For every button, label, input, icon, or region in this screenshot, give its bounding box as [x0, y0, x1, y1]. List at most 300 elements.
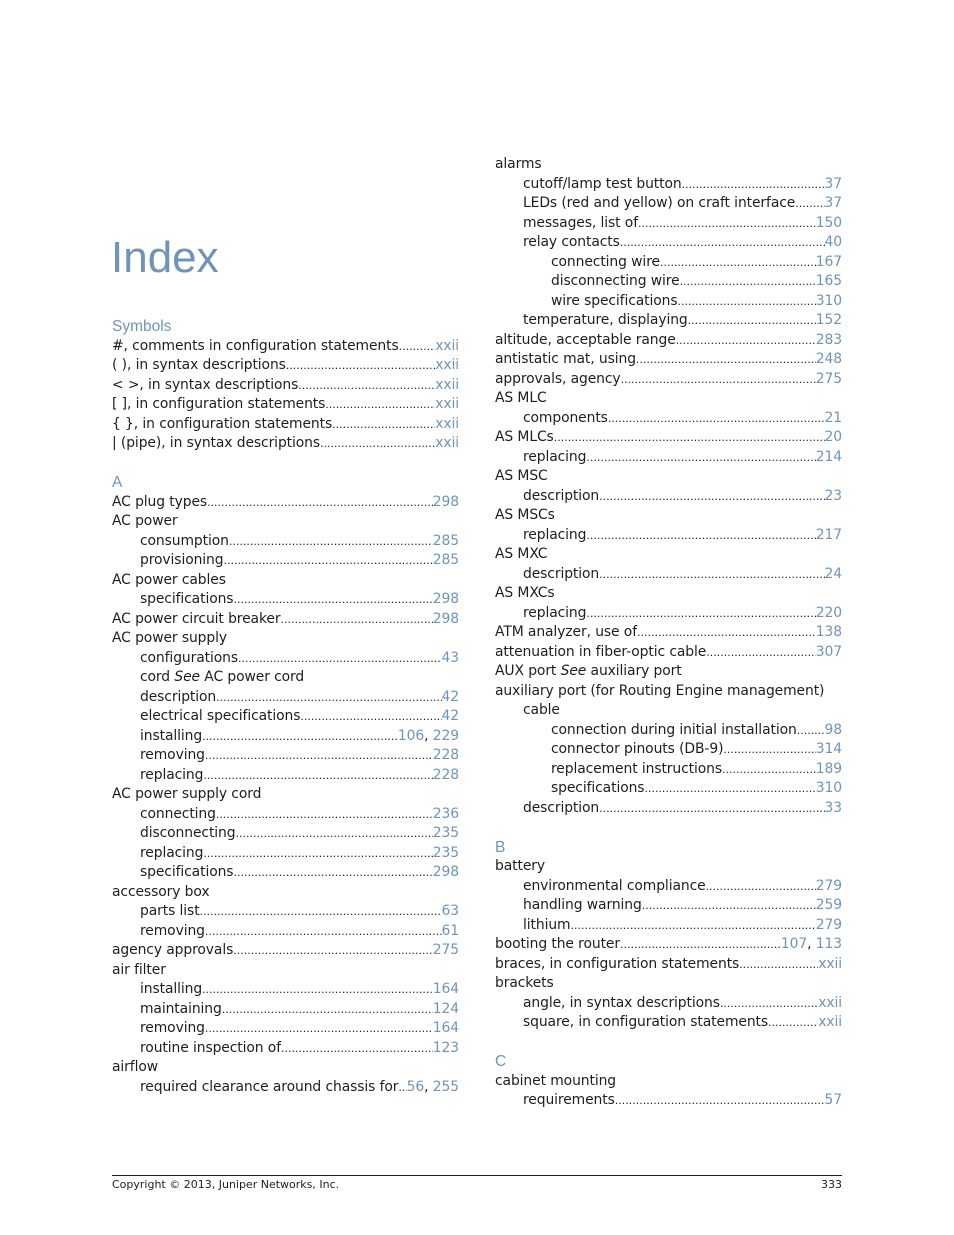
- page-refs: [433, 844, 459, 864]
- index-entry: [495, 994, 842, 1014]
- page-separator: ,: [424, 1078, 433, 1095]
- index-entry: [495, 350, 842, 370]
- index-entry: [112, 395, 459, 415]
- index-entry: [495, 1072, 842, 1092]
- page-link[interactable]: 152: [815, 312, 842, 328]
- index-entry: [495, 896, 842, 916]
- page-refs: [816, 623, 842, 643]
- index-term: specifications: [140, 864, 234, 880]
- index-term: square, in configuration statements: [523, 1014, 769, 1030]
- index-entry: [495, 311, 842, 331]
- index-entry: [112, 434, 459, 454]
- index-entry: [112, 1058, 459, 1078]
- section-heading: Symbols: [112, 318, 172, 335]
- page-link[interactable]: 189: [815, 760, 842, 777]
- dot-leader: [615, 1091, 825, 1111]
- dot-leader: [325, 395, 435, 415]
- index-term: description: [523, 487, 600, 504]
- page-refs: [435, 356, 459, 376]
- index-term: AC power supply cord: [112, 786, 262, 802]
- index-entry: [495, 799, 842, 819]
- dot-leader: [229, 532, 433, 552]
- index-term: replacing: [523, 604, 587, 621]
- page-refs: [825, 487, 842, 507]
- page-separator: ,: [424, 727, 433, 744]
- page-refs: [816, 877, 842, 897]
- index-term: AS MLCs: [495, 429, 554, 445]
- dot-leader: [586, 604, 815, 624]
- page-link[interactable]: xxii: [435, 376, 459, 393]
- section-spacer: [495, 818, 842, 838]
- dot-leader: [599, 565, 824, 585]
- dot-leader: [723, 740, 815, 760]
- page-link[interactable]: 314: [815, 741, 842, 757]
- page-link[interactable]: 123: [432, 1039, 459, 1056]
- index-entry: [112, 844, 459, 864]
- index-term: cutoff/lamp test button: [523, 175, 682, 192]
- index-term: parts list: [140, 903, 200, 919]
- dot-leader: [706, 643, 816, 663]
- index-entry: [112, 980, 459, 1000]
- dot-leader: [642, 896, 816, 916]
- index-entry: [112, 649, 459, 669]
- section-heading: C: [495, 1053, 507, 1070]
- index-term: installing: [140, 981, 203, 997]
- index-entry: [495, 701, 842, 721]
- page-link[interactable]: 24: [824, 565, 842, 582]
- page-refs: [442, 922, 459, 942]
- dot-leader: [638, 214, 816, 234]
- page-refs: [816, 331, 842, 351]
- page-refs: [818, 1013, 842, 1033]
- page-link[interactable]: 164: [432, 981, 459, 997]
- index-entry: [495, 682, 842, 702]
- index-term: cable: [523, 702, 560, 718]
- page-link[interactable]: 283: [815, 331, 842, 348]
- dot-leader: [399, 337, 436, 357]
- index-entry: [495, 331, 842, 351]
- see-reference-target: AC power cord: [204, 669, 305, 685]
- page-link[interactable]: xxii: [818, 1014, 842, 1030]
- page-refs: [825, 799, 842, 819]
- dot-leader: [570, 916, 815, 936]
- page-link[interactable]: 107: [780, 936, 808, 952]
- page-title: Index: [111, 233, 219, 282]
- index-entry: [495, 448, 842, 468]
- index-term: messages, list of: [523, 214, 639, 231]
- page-link[interactable]: 57: [824, 1092, 842, 1108]
- page-refs: [433, 766, 459, 786]
- dot-leader: [599, 487, 824, 507]
- index-term: disconnecting: [140, 825, 236, 841]
- dot-leader: [688, 311, 816, 331]
- index-entry: [112, 1000, 459, 1020]
- page-refs: [825, 194, 842, 214]
- index-entry: [495, 155, 842, 175]
- index-term: specifications: [140, 591, 234, 607]
- index-term: replacement instructions: [551, 760, 723, 777]
- index-entry: [112, 961, 459, 981]
- dot-leader: [586, 448, 815, 468]
- index-term: temperature, displaying: [523, 312, 688, 328]
- section-heading: B: [495, 838, 506, 856]
- page-link[interactable]: 63: [441, 903, 459, 919]
- page-refs: [816, 740, 842, 760]
- page-link[interactable]: 23: [824, 487, 842, 504]
- page-link[interactable]: 298: [432, 493, 459, 510]
- page-link[interactable]: 61: [441, 922, 459, 939]
- index-entry: [495, 857, 842, 877]
- page-link[interactable]: 298: [432, 591, 459, 607]
- dot-leader: [200, 902, 442, 922]
- index-term: specifications: [551, 780, 645, 796]
- index-term: components: [523, 409, 608, 426]
- index-entry: [495, 584, 842, 604]
- dot-leader: [720, 994, 818, 1014]
- page-link[interactable]: 113: [815, 936, 842, 952]
- page-refs: [825, 409, 842, 429]
- footer-page-number: 333: [821, 1178, 842, 1191]
- page-refs: [407, 1078, 459, 1098]
- dot-leader: [207, 493, 433, 513]
- dot-leader: [233, 590, 432, 610]
- page-link[interactable]: 42: [441, 688, 459, 705]
- dot-leader: [680, 272, 816, 292]
- dot-leader: [678, 292, 816, 312]
- index-term: AS MXC: [495, 546, 548, 562]
- page-refs: [433, 941, 459, 961]
- page-refs: [433, 1000, 459, 1020]
- dot-leader: [300, 707, 441, 727]
- dot-leader: [621, 370, 816, 390]
- page-refs: [825, 233, 842, 253]
- page-link[interactable]: 285: [432, 532, 459, 549]
- index-term: air filter: [112, 961, 166, 978]
- index-entry: [112, 902, 459, 922]
- page-link[interactable]: 310: [815, 292, 842, 309]
- page-separator: ,: [807, 936, 816, 952]
- index-entry: [495, 487, 842, 507]
- index-term: accessory box: [112, 883, 210, 900]
- page-link[interactable]: 98: [824, 721, 842, 738]
- page-link[interactable]: xxii: [818, 955, 842, 972]
- index-term: auxiliary port (for Routing Engine management): [495, 682, 825, 699]
- index-entry: [112, 532, 459, 552]
- index-term: lithium: [523, 916, 571, 933]
- index-entry: [112, 883, 459, 903]
- dot-leader: [722, 760, 816, 780]
- index-term: AC power supply: [112, 630, 227, 646]
- dot-leader: [682, 175, 825, 195]
- index-entry: [112, 337, 459, 357]
- page-refs: [816, 916, 842, 936]
- index-entry: [495, 623, 842, 643]
- index-column-right: [495, 155, 842, 1111]
- page-link[interactable]: 229: [432, 727, 459, 744]
- index-entry: [495, 604, 842, 624]
- index-term: connector pinouts (DB-9): [551, 741, 724, 757]
- page-link[interactable]: 275: [815, 370, 842, 387]
- dot-leader: [706, 877, 816, 897]
- dot-leader: [320, 434, 435, 454]
- index-term: connecting wire: [551, 253, 660, 270]
- page-refs: [816, 350, 842, 370]
- page-refs: [435, 434, 459, 454]
- page-link[interactable]: 138: [815, 624, 842, 640]
- page-link[interactable]: 255: [432, 1078, 459, 1095]
- page-refs: [442, 707, 459, 727]
- page-link[interactable]: xxii: [435, 396, 459, 412]
- dot-leader: [223, 551, 432, 571]
- page-link[interactable]: 235: [432, 844, 459, 861]
- index-term: brackets: [495, 975, 554, 991]
- page-link[interactable]: 43: [441, 649, 459, 666]
- page-refs: [825, 428, 842, 448]
- index-term: AC power circuit breaker: [112, 610, 281, 627]
- see-reference-target: auxiliary port: [590, 663, 682, 679]
- index-term: cabinet mounting: [495, 1072, 617, 1089]
- index-term: AC plug types: [112, 493, 208, 510]
- page-refs: [818, 955, 842, 975]
- index-term: description: [523, 565, 600, 582]
- index-entry: [112, 1078, 459, 1098]
- dot-leader: [202, 727, 398, 747]
- index-entry: [112, 415, 459, 435]
- dot-leader: [554, 428, 825, 448]
- section-spacer: [112, 454, 459, 474]
- index-term: description: [140, 688, 217, 705]
- page-link[interactable]: 236: [432, 805, 459, 822]
- page-link[interactable]: xxii: [435, 357, 459, 373]
- index-entry: [495, 545, 842, 565]
- page-link[interactable]: 20: [824, 429, 842, 445]
- index-term: configurations: [140, 649, 238, 666]
- page-link[interactable]: xxii: [435, 415, 459, 432]
- page-link[interactable]: 37: [824, 175, 842, 192]
- page-refs: [816, 214, 842, 234]
- dot-leader: [332, 415, 435, 435]
- page-link[interactable]: 307: [815, 643, 842, 660]
- index-term: maintaining: [140, 1000, 222, 1017]
- page-link[interactable]: 298: [432, 864, 459, 880]
- index-entry: [495, 428, 842, 448]
- index-term: replacing: [523, 448, 587, 465]
- dot-leader: [637, 623, 816, 643]
- index-term: alarms: [495, 156, 542, 172]
- page-link[interactable]: 235: [432, 825, 459, 841]
- index-entry: [495, 409, 842, 429]
- page-link[interactable]: xxii: [435, 337, 459, 354]
- see-reference-label: See: [560, 663, 587, 679]
- dot-leader: [205, 1019, 433, 1039]
- index-term: removing: [140, 922, 205, 939]
- page-link[interactable]: 33: [824, 799, 842, 816]
- index-entry: [112, 356, 459, 376]
- page-link[interactable]: xxii: [818, 994, 842, 1011]
- index-entry: [112, 688, 459, 708]
- page-link[interactable]: 220: [815, 604, 842, 621]
- index-term: attenuation in fiber-optic cable: [495, 643, 707, 660]
- page-link[interactable]: 279: [815, 916, 842, 933]
- index-entry: [495, 370, 842, 390]
- page-refs: [433, 551, 459, 571]
- index-term: LEDs (red and yellow) on craft interface: [523, 195, 796, 211]
- dot-leader: [233, 863, 432, 883]
- index-term: airflow: [112, 1059, 158, 1075]
- index-term: installing: [140, 727, 203, 744]
- index-term: replacing: [140, 844, 204, 861]
- dot-leader: [205, 922, 442, 942]
- index-entry: [495, 253, 842, 273]
- page-link[interactable]: 150: [815, 214, 842, 231]
- dot-leader: [797, 721, 825, 741]
- index-entry: [112, 376, 459, 396]
- index-term: provisioning: [140, 552, 224, 568]
- dot-leader: [739, 955, 818, 975]
- page-refs: [442, 902, 459, 922]
- dot-leader: [660, 253, 816, 273]
- page-link[interactable]: xxii: [435, 435, 459, 451]
- page-refs: [433, 1019, 459, 1039]
- index-term: AS MLC: [495, 390, 547, 406]
- page-refs: [433, 1039, 459, 1059]
- footer-copyright: Copyright © 2013, Juniper Networks, Inc.: [112, 1178, 340, 1191]
- page-link[interactable]: 275: [432, 942, 459, 958]
- page-refs: [433, 532, 459, 552]
- dot-leader: [281, 1039, 433, 1059]
- page-link[interactable]: 248: [815, 351, 842, 367]
- index-term: approvals, agency: [495, 370, 621, 387]
- index-term: connecting: [140, 805, 216, 822]
- page-link[interactable]: 285: [432, 552, 459, 568]
- page-link[interactable]: 310: [815, 780, 842, 796]
- page-refs: [435, 415, 459, 435]
- page-link[interactable]: 164: [432, 1020, 459, 1036]
- index-term: AS MXCs: [495, 585, 555, 601]
- dot-leader: [202, 980, 433, 1000]
- page-refs: [816, 643, 842, 663]
- dot-leader: [216, 805, 433, 825]
- dot-leader: [398, 1078, 406, 1098]
- index-entry: [112, 512, 459, 532]
- index-entry: [495, 955, 842, 975]
- index-entry: [112, 922, 459, 942]
- index-entry: [112, 629, 459, 649]
- page-link[interactable]: 165: [815, 273, 842, 289]
- dot-leader: [644, 779, 815, 799]
- page-refs: [816, 604, 842, 624]
- page-refs: [433, 863, 459, 883]
- index-entry: [495, 467, 842, 487]
- page-refs: [825, 565, 842, 585]
- page-link[interactable]: 21: [824, 409, 842, 426]
- index-entry: [495, 662, 842, 682]
- dot-leader: [203, 844, 432, 864]
- page-link[interactable]: 56: [406, 1078, 425, 1095]
- index-term: { }, in configuration statements: [112, 415, 333, 432]
- index-term: handling warning: [523, 897, 642, 913]
- dot-leader: [586, 526, 815, 546]
- index-entry: [495, 740, 842, 760]
- index-term: removing: [140, 747, 205, 763]
- page-link[interactable]: 214: [815, 448, 842, 465]
- index-term: ATM analyzer, use of: [495, 624, 637, 640]
- index-term: replacing: [523, 526, 587, 543]
- index-term: | (pipe), in syntax descriptions: [112, 435, 321, 451]
- index-entry: [112, 863, 459, 883]
- page-refs: [816, 779, 842, 799]
- dot-leader: [280, 610, 432, 630]
- index-term: AC power cables: [112, 571, 226, 588]
- index-entry: [112, 727, 459, 747]
- index-entry: [495, 1013, 842, 1033]
- index-entry: [112, 493, 459, 513]
- index-term: disconnecting wire: [551, 273, 680, 289]
- index-entry: [495, 721, 842, 741]
- index-term: description: [523, 799, 600, 816]
- page-link[interactable]: 298: [432, 610, 459, 627]
- index-entry: [495, 643, 842, 663]
- page-link[interactable]: 124: [432, 1000, 459, 1017]
- dot-leader: [286, 356, 435, 376]
- index-term: AS MSC: [495, 468, 548, 484]
- page-refs: [781, 935, 842, 955]
- page-link[interactable]: 106: [397, 727, 425, 744]
- page-link[interactable]: 40: [824, 234, 842, 250]
- index-term: antistatic mat, using: [495, 351, 636, 367]
- index-entry: [112, 746, 459, 766]
- page-link[interactable]: 279: [815, 877, 842, 894]
- page-link[interactable]: 37: [824, 195, 842, 211]
- index-entry: [112, 571, 459, 591]
- index-term: requirements: [523, 1092, 615, 1108]
- section-heading: A: [112, 474, 123, 491]
- index-entry: [495, 175, 842, 195]
- page-link[interactable]: 217: [815, 526, 842, 543]
- page-refs: [442, 649, 459, 669]
- index-entry: [495, 974, 842, 994]
- dot-leader: [676, 331, 816, 351]
- index-term: cord: [140, 669, 171, 685]
- index-term: removing: [140, 1020, 205, 1036]
- page-link[interactable]: 167: [815, 253, 842, 270]
- page-link[interactable]: 228: [432, 766, 459, 783]
- index-entry: [112, 766, 459, 786]
- page-refs: [816, 292, 842, 312]
- index-entry: [495, 565, 842, 585]
- index-entry: [495, 916, 842, 936]
- index-entry: [112, 824, 459, 844]
- index-entry: [495, 1091, 842, 1111]
- page-refs: [433, 805, 459, 825]
- page-link[interactable]: 228: [432, 747, 459, 763]
- index-term: ( ), in syntax descriptions: [112, 357, 286, 373]
- page-refs: [433, 590, 459, 610]
- dot-leader: [205, 746, 433, 766]
- index-entry: [495, 194, 842, 214]
- section-spacer: [495, 1033, 842, 1053]
- page-refs: [825, 175, 842, 195]
- page-link[interactable]: 42: [441, 708, 459, 724]
- index-entry: [495, 506, 842, 526]
- dot-leader: [216, 688, 441, 708]
- index-entry: [112, 610, 459, 630]
- index-term: altitude, acceptable range: [495, 331, 676, 348]
- page-refs: [435, 376, 459, 396]
- page-link[interactable]: 259: [815, 897, 842, 913]
- dot-leader: [608, 409, 825, 429]
- page-refs: [433, 610, 459, 630]
